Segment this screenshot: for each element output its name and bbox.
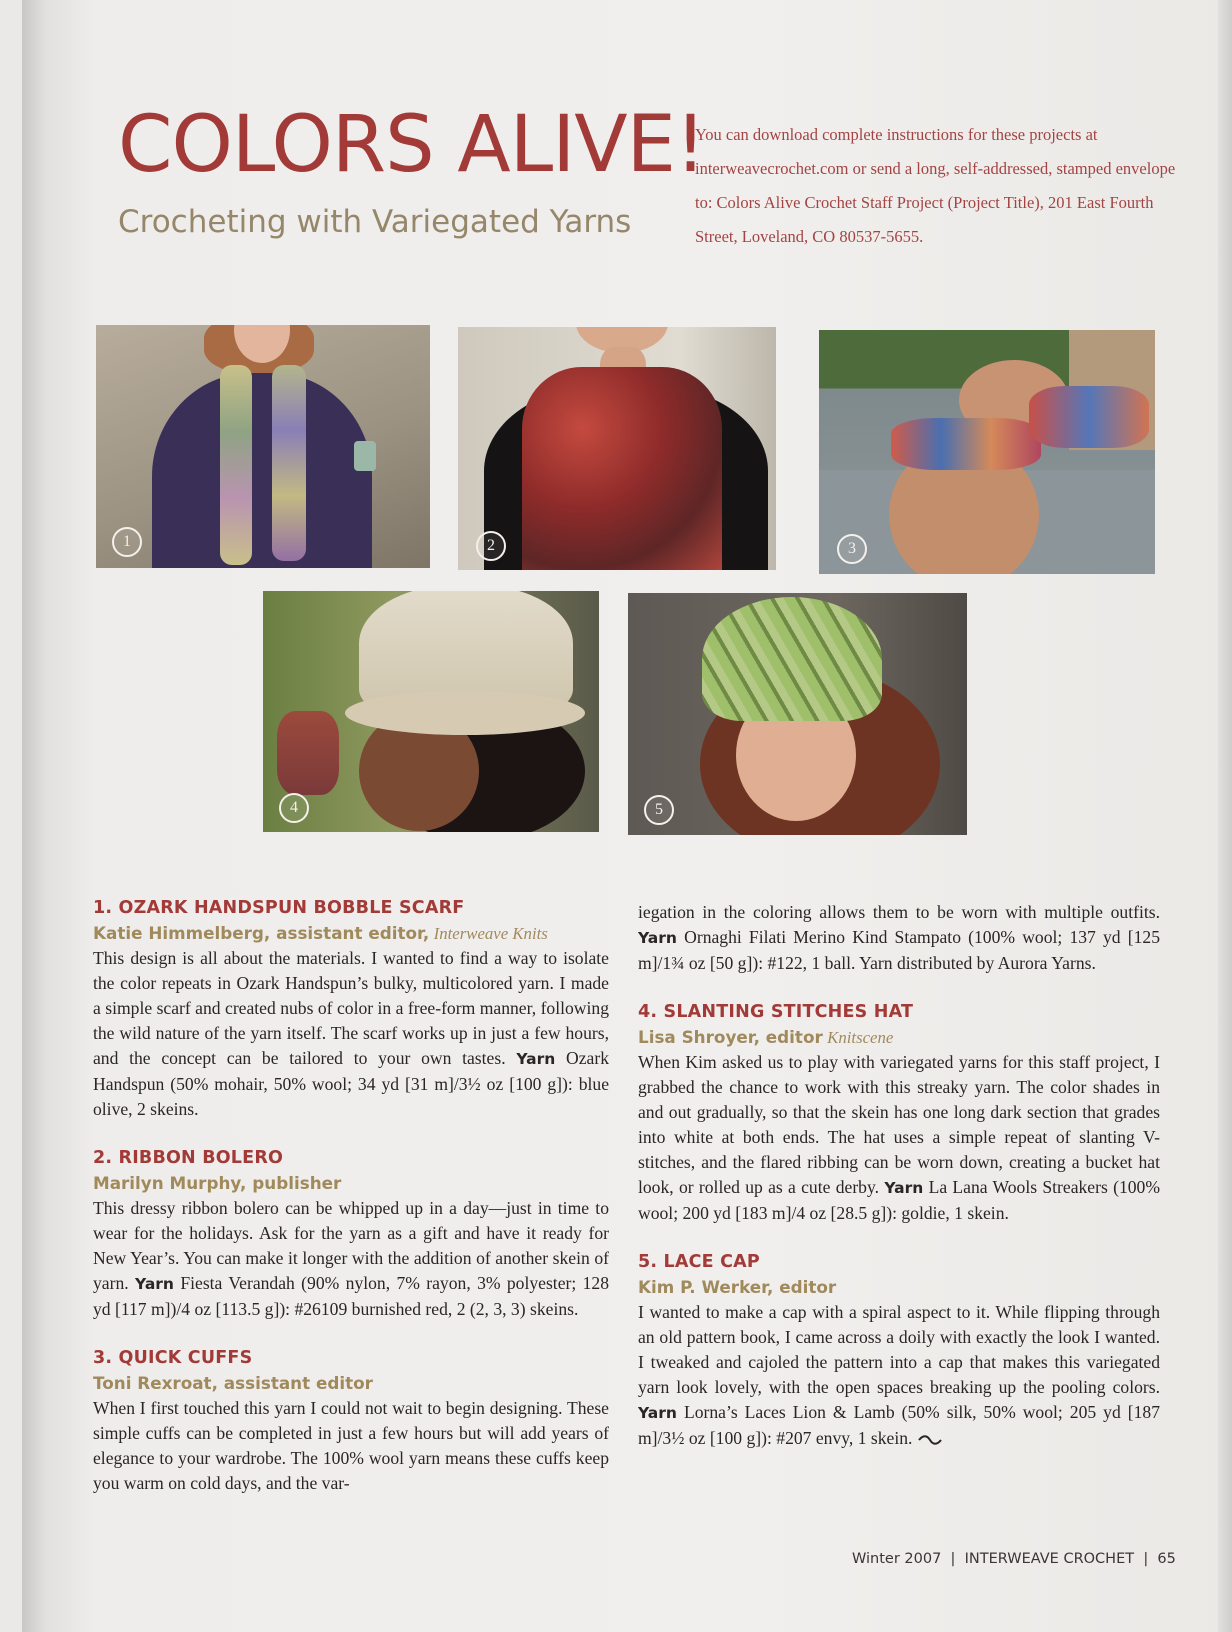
project-5-byline: Kim P. Werker, editor	[638, 1277, 837, 1297]
photo-slanting-stitches-hat	[263, 591, 599, 832]
project-1-credit	[93, 921, 609, 946]
photo-ribbon-bolero	[458, 327, 776, 570]
photo-number-badge: 4	[279, 793, 309, 823]
project-4-byline: Lisa Shroyer, editor	[638, 1027, 823, 1047]
photo-number-badge: 1	[112, 527, 142, 557]
scarf-right	[272, 365, 306, 561]
magazine-page	[22, 0, 1232, 1632]
page-folio: Winter 2007 | INTERWEAVE CROCHET | 65	[852, 1551, 1176, 1567]
text-column-right	[638, 900, 1160, 1451]
end-mark-icon	[917, 1435, 943, 1445]
project-3-yarn-text: Ornaghi Filati Merino Kind Stampato (100% wool; 137 yd [125 m]/1¾ oz [50 g]): #122, 1 ball. Yarn distributed by Aurora Yarns.	[638, 927, 1160, 973]
cuff-lower	[891, 418, 1041, 470]
article-title: COLORS ALIVE!	[118, 100, 706, 190]
model-sweater	[152, 373, 372, 568]
lace-cap	[702, 597, 882, 721]
page-edge	[1218, 0, 1232, 1632]
project-2-body: This dressy ribbon bolero can be whipped up in a day—just in time to wear for the holidays. Ask for the yarn as a gift and have it ready for New Year’s. You can make it longer with the addition of another skein of yarn.	[93, 1198, 609, 1293]
photo-number-badge: 5	[644, 795, 674, 825]
glass	[354, 441, 376, 471]
arm-cuff	[277, 711, 339, 795]
project-4-publication: Knitscene	[827, 1028, 894, 1047]
project-4-yarn-label: Yarn	[884, 1179, 924, 1197]
project-3-byline: Toni Rexroat, assistant editor	[93, 1373, 373, 1393]
project-2-description	[93, 1196, 609, 1322]
project-3-heading: 3. QUICK CUFFS	[93, 1348, 253, 1368]
photo-number-badge: 3	[837, 534, 867, 564]
photo-number-badge: 2	[476, 531, 506, 561]
article-subtitle: Crocheting with Variegated Yarns	[118, 204, 632, 240]
project-1-yarn-label: Yarn	[516, 1050, 556, 1068]
project-1-description	[93, 946, 609, 1122]
project-4-heading: 4. SLANTING STITCHES HAT	[638, 1002, 914, 1022]
download-instructions-note: You can download complete instructions for these projects at interweavecrochet.com or send a long, self-addressed, stamped envelope to: Colors Alive Crochet Staff Project (Project Title), 201 East Fourth Street, Loveland, CO 80537-5655.	[695, 125, 1176, 246]
project-1-heading: 1. OZARK HANDSPUN BOBBLE SCARF	[93, 898, 465, 918]
project-3-body: When I first touched this yarn I could not wait to begin designing. These simple cuffs can be completed in just a few hours but will add years of elegance to your wardrobe. The 100% wool yarn means these cuffs keep you warm on cold days, and the var-	[93, 1398, 609, 1493]
project-2-byline: Marilyn Murphy, publisher	[93, 1173, 342, 1193]
project-5-heading: 5. LACE CAP	[638, 1252, 760, 1272]
cuff-upper	[1029, 386, 1149, 448]
project-3-yarn-label: Yarn	[638, 929, 677, 947]
photo-lace-cap	[628, 593, 967, 835]
photo-bobble-scarf	[96, 325, 430, 568]
project-3-description-continued	[638, 900, 1160, 976]
project-2-heading: 2. RIBBON BOLERO	[93, 1148, 284, 1168]
project-3-body-continued: iegation in the coloring allows them to be worn with multiple outfits.	[638, 902, 1160, 922]
project-1-byline: Katie Himmelberg, assistant editor,	[93, 923, 430, 943]
bolero	[522, 367, 722, 570]
project-5-yarn-text: Lorna’s Laces Lion & Lamb (50% silk, 50% wool; 205 yd [187 m]/3½ oz [100 g]): #207 envy, 1 skein.	[638, 1402, 1160, 1448]
project-5-yarn-label: Yarn	[638, 1404, 677, 1422]
project-5-body: I wanted to make a cap with a spiral aspect to it. While flipping through an old pattern book, I came across a doily with exactly the look I wanted. I tweaked and cajoled the pattern into a cap that makes this variegated yarn look lovely, with the open spaces breaking up the pooling colors.	[638, 1302, 1160, 1397]
project-3-description	[93, 1396, 609, 1496]
photo-quick-cuffs	[819, 330, 1155, 574]
project-4-body: When Kim asked us to play with variegated yarns for this staff project, I grabbed the chance to work with this streaky yarn. The color shades in and out gradually, so that the skein has one long dark section that grades into white at both ends. The hat uses a simple repeat of slanting V-stitches, and the flared ribbing can be worn down, creating a bucket hat look, or rolled up as a cute derby.	[638, 1052, 1160, 1197]
project-4-yarn-text: La Lana Wools Streakers (100% wool; 200 yd [183 m]/4 oz [28.5 g]): goldie, 1 skein.	[638, 1177, 1161, 1223]
page-gutter	[22, 0, 46, 1632]
project-4-description	[638, 1050, 1160, 1226]
project-1-body: This design is all about the materials. I wanted to find a way to isolate the color repeats in Ozark Handspun’s bulky, multicolored yarn. I made a simple scarf and created nubs of color in a free-form manner, following the wild nature of the yarn itself. The scarf works up in just a few hours, and the concept can be tailored to your own tastes.	[93, 948, 609, 1068]
project-1-publication: Interweave Knits	[433, 924, 548, 943]
project-1-yarn-text: Ozark Handspun (50% mohair, 50% wool; 34 yd [31 m]/3½ oz [100 g]): blue olive, 2 skeins.	[93, 1048, 609, 1119]
hat-brim	[345, 691, 585, 735]
project-5-description	[638, 1300, 1160, 1451]
project-2-yarn-label: Yarn	[135, 1275, 174, 1293]
scarf-left	[220, 365, 252, 565]
project-2-yarn-text: Fiesta Verandah (90% nylon, 7% rayon, 3% polyester; 128 yd [117 m])/4 oz [113.5 g]): #26109 burnished red, 2 (2, 3, 3) skeins.	[93, 1273, 609, 1319]
project-4-credit	[638, 1025, 1160, 1050]
text-column-left	[93, 896, 609, 1496]
